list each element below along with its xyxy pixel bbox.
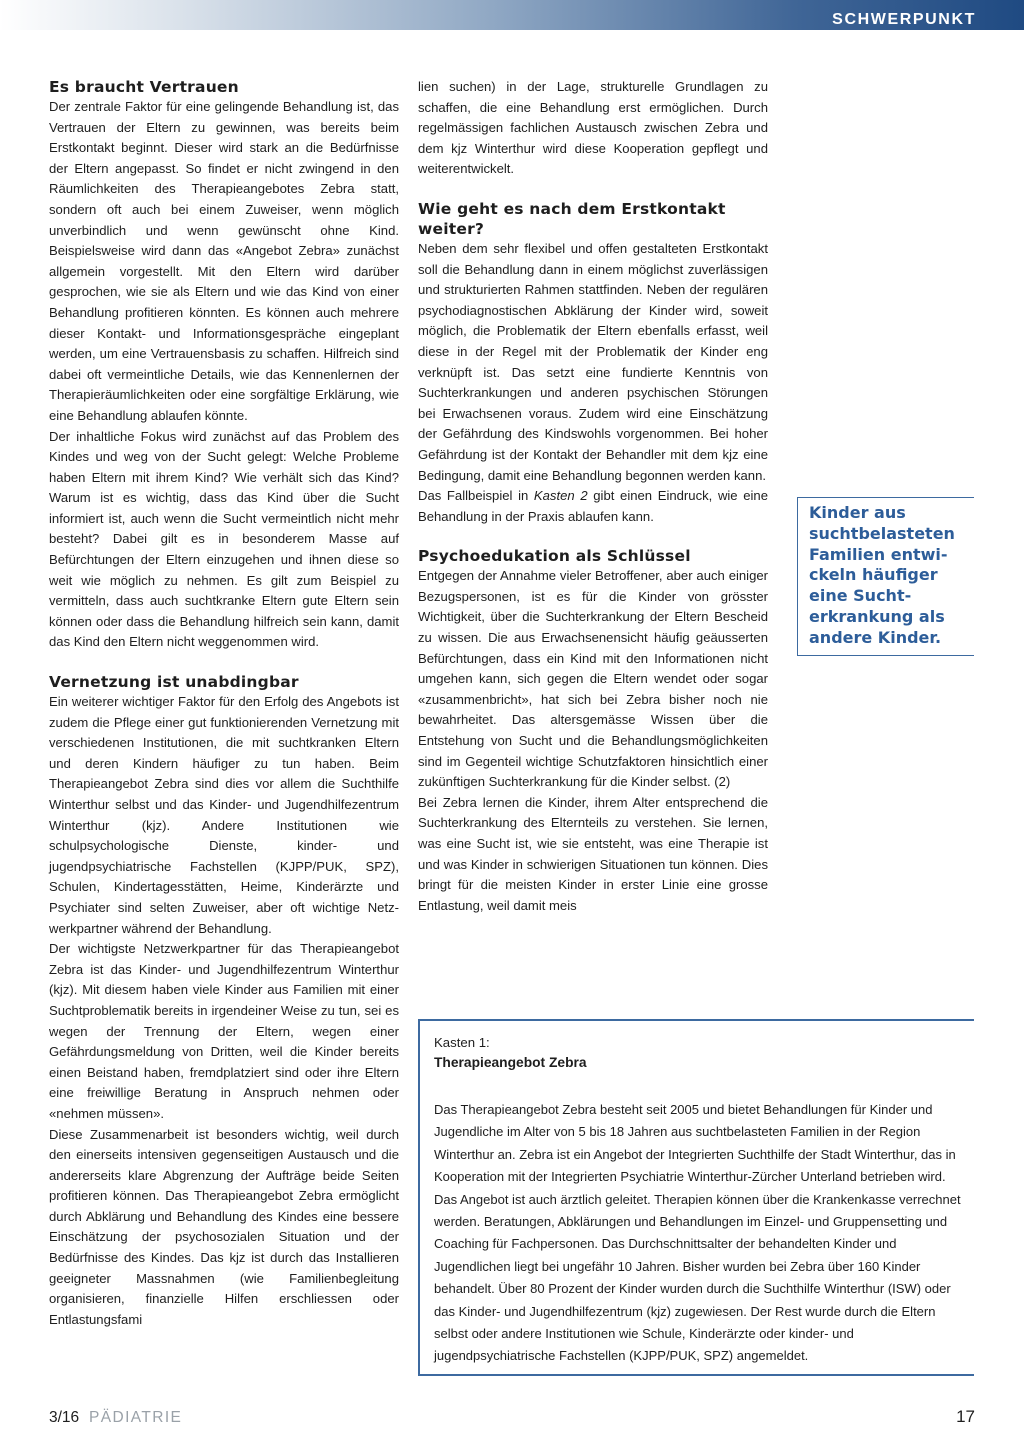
paragraph-fallbeispiel xyxy=(418,486,768,527)
paragraph: Entgegen der Annahme vieler Betroffener, aber auch einiger Bezugspersonen, ist es für die Kinder von grösster Wichtigkeit, über die Suchterkrankung der Eltern Bescheid zu wissen. Die aus Erwachsenensicht häufig geäusserten Befürchtungen, dass ein Kind mit den Informationen nicht umgehen kann, sich gegen die Eltern wendet oder sogar «zusammenbricht», hat sich bei Zebra bisher noch nie bewahrheitet. Das altersgemässe Wissen über die Entstehung von Sucht und die Behandlungsmöglichkeiten sind im Gegenteil wichtige Schutzfaktoren hinsichtlich einer zukünftigen Suchterkrankung für die Kinder selbst. (2) xyxy=(418,568,768,790)
box-title: Therapieangebot Zebra xyxy=(434,1055,587,1070)
paragraph: Der inhaltliche Fokus wird zunächst auf das Problem des Kindes und weg von der Sucht gelegt: Welche Probleme haben Eltern mit ihrem Kind? Wie verhält sich das Kind? Warum ist es wichtig, dass das Kind über die Sucht informiert ist, auch wenn die Sucht vermeintlich nicht mehr besteht? Dabei gilt es in besonderem Masse auf Befürchtungen der Eltern einzugehen und ihnen diese so weit wie möglich zu nehmen. Es gilt zum Beispiel zu vermitteln, dass auch suchtkranke Eltern gute Eltern sein können oder dass die Behandlung hilfreich sein kann, damit das Kind den Eltern nicht weggenommen wird. xyxy=(49,428,399,650)
heading-vernetzung: Vernetzung ist unabdingbar xyxy=(49,673,299,692)
paragraph: Ein weiterer wichtiger Faktor für den Erfolg des Angebots ist zudem die Pflege einer gut funktionierenden Vernetzung mit verschiedenen Institutionen, die mit suchtkranken Eltern und deren Kindern häufiger zu tun haben. Beim Therapieangebot Zebra sind dies vor allem die Suchthilfe Winterthur selbst und das Kinder- und Jugendhilfezentrum Winterthur (kjz). Andere Institutionen wie schulpsychologische Dienste, kinder- und jugendpsychiatrische Fachstellen (KJPP/PUK, SPZ), Schulen, Kindertagesstätten, Heime, Kinderärzte und Psychiater sind selten Zuweiser, aber oft wichtige Netzwerkpartner während der Behandlung. xyxy=(49,694,399,936)
paragraph: Bei Zebra lernen die Kinder, ihrem Alter entsprechend die Suchterkrankung des Elternteils zu verstehen. Sie lernen, was eine Sucht ist, wie sie entsteht, was eine Therapie ist und was Kinder in schwierigen Situationen tun können. Dies bringt für die meisten Kinder in erster Linie eine grosse Entlastung, weil damit meis xyxy=(418,794,768,913)
heading-erstkontakt: Wie geht es nach dem Erstkontakt weiter? xyxy=(418,199,726,238)
paragraph: lien suchen) in der Lage, strukturelle Grundlagen zu schaffen, die eine Behandlung erst ermöglichen. Durch regelmässigen fachlichen Austausch zwischen Zebra und dem kjz Winterthur wird diese Kooperation gepflegt und weiterentwickelt. xyxy=(418,79,768,177)
paragraph: Der wichtigste Netzwerkpartner für das Therapieangebot Zebra ist das Kinder- und Jugendhilfezentrum Winterthur (kjz). Mit diesem haben viele Kinder aus Familien mit einer Suchtproblematik bereits in irgendeiner Weise zu tun, sei es wegen der Trennung der Eltern, wegen einer Gefährdungsmeldung von Dritten, weil die Kinder bereits einen Beistand haben, fremdplatziert sind oder ihre Eltern eine freiwillige Beratung in Anspruch nehmen oder «nehmen müssen». xyxy=(49,941,399,1121)
box-label: Kasten 1: xyxy=(434,1035,490,1050)
paragraph: Neben dem sehr flexibel und offen gestalteten Erstkontakt soll die Behandlung dann in einem möglichst zuverlässigen und strukturierten Rahmen stattfinden. Neben der regulären psychodiagnostischen Abklärung der Kinder wird, soweit möglich, die Problematik der Eltern ebenfalls erfasst, weil diese in der Regel mit der Problematik der Kinder eng verknüpft ist. Das setzt eine fundierte Kenntnis von Suchterkrankungen und anderen psychischen Störungen bei Erwachsenen voraus. Zudem wird eine Einschätzung der Gefährdung des Kindswohls vorgenommen. Bei hoher Gefährdung ist der Kontakt der Behandler mit dem kjz eine Bedingung, damit eine Behandlung begonnen werden kann. xyxy=(418,240,768,483)
middle-column xyxy=(418,77,768,916)
text: gibt einen Eindruck, wie eine Behandlung in der Praxis ablaufen kann. xyxy=(418,488,768,524)
section-label: SCHWERPUNKT xyxy=(832,11,976,28)
box-body: Das Therapieangebot Zebra besteht seit 2005 und bietet Behandlungen für Kinder und Jugendliche im Alter von 5 bis 18 Jahren aus suchtbelasteten Familien in der Region Winterthur an. Zebra ist ein Angebot der Integrierten Suchthilfe der Stadt Winterthur, das in Kooperation mit der Integrierten Psychiatrie Winterthur-Zürcher Unterland betrieben wird. Das Angebot ist auch ärztlich geleitet. Therapien können über die Krankenkasse verrechnet werden. Beratungen, Abklärungen und Behandlungen im Einzel- und Gruppensetting und Coaching für Fachpersonen. Das Durchschnittsalter der behandelten Kinder und Jugendlichen liegt bei ungefähr 10 Jahren. Bisher wurden bei Zebra über 160 Kinder behandelt. Über 80 Prozent der Kinder wurden durch die Suchthilfe Winterthur (ISW) oder das Kinder- und Jugendhilfezentrum (kjz) zugewiesen. Der Rest wurde durch die Eltern selbst oder andere Institutionen wie Schule, Kinderärzte oder kinder- und jugendpsychiatrische Fachstellen (KJPP/PUK, SPZ) angemeldet. xyxy=(434,1102,961,1364)
pull-quote-text: Kinder aus suchtbelasteten Familien entwickeln häufiger eine Suchterkrankung als andere Kinder. xyxy=(809,503,955,647)
paragraph: Diese Zusammenarbeit ist besonders wichtig, weil durch den einerseits intensiven gegenseitigen Austausch und die andererseits klare Abgrenzung der Aufträge beide Seiten profitieren können. Das Therapieangebot Zebra ermöglicht durch Abklärung und Behandlung des Kindes eine bessere Einschätzung der psychosozialen Situation und der Bedürfnisse des Kindes. Das kjz ist durch das Installieren geeigneter Massnahmen (wie Familienbegleitung organisieren, finanzielle Hilfen erschliessen oder Entlastungsfami xyxy=(49,1126,399,1327)
kasten-reference: Kasten 2 xyxy=(533,488,588,504)
text: Das Fallbeispiel in xyxy=(418,488,534,504)
paragraph: Der zentrale Faktor für eine gelingende Behandlung ist, das Vertrauen der Eltern zu gewinnen, was bereits beim Erstkontakt beginnt. Dieser wird stark an die Bedürfnisse der Eltern angepasst. So findet er nicht zwingend in den Räumlichkeiten des Therapieangebotes Zebra statt, sondern oft auch bei einem Zuweiser, wenn möglich unverbindlich und wenn gewünscht ohne Kind. Beispielsweise wird dann das «Angebot Zebra» zunächst allgemein vorgestellt. Mit den Eltern wird darüber gesprochen, wie sie als Eltern und wie das Kind von einer Behandlung profitieren könnten. Es können auch mehrere dieser Kontakt- und Informationsgespräche eingeplant werden, um eine Vertrauensbasis zu schaffen. Hilfreich sind dabei oft vermeintliche Details, wie das Kennenlernen der Therapieräumlichkeiten oder eine sorgfältige Erklärung, wie eine Behandlung ablaufen könnte. xyxy=(49,99,399,423)
info-box-kasten-1 xyxy=(418,1019,974,1376)
heading-es-braucht-vertrauen: Es braucht Vertrauen xyxy=(49,78,239,96)
heading-psychoedukation: Psychoedukation als Schlüssel xyxy=(418,547,691,566)
issue-number: 3/16 xyxy=(49,1409,80,1426)
left-column xyxy=(49,77,399,1330)
publication-name: PÄDIATRIE xyxy=(89,1409,183,1426)
pull-quote xyxy=(797,497,974,656)
page-number: 17 xyxy=(956,1407,975,1426)
